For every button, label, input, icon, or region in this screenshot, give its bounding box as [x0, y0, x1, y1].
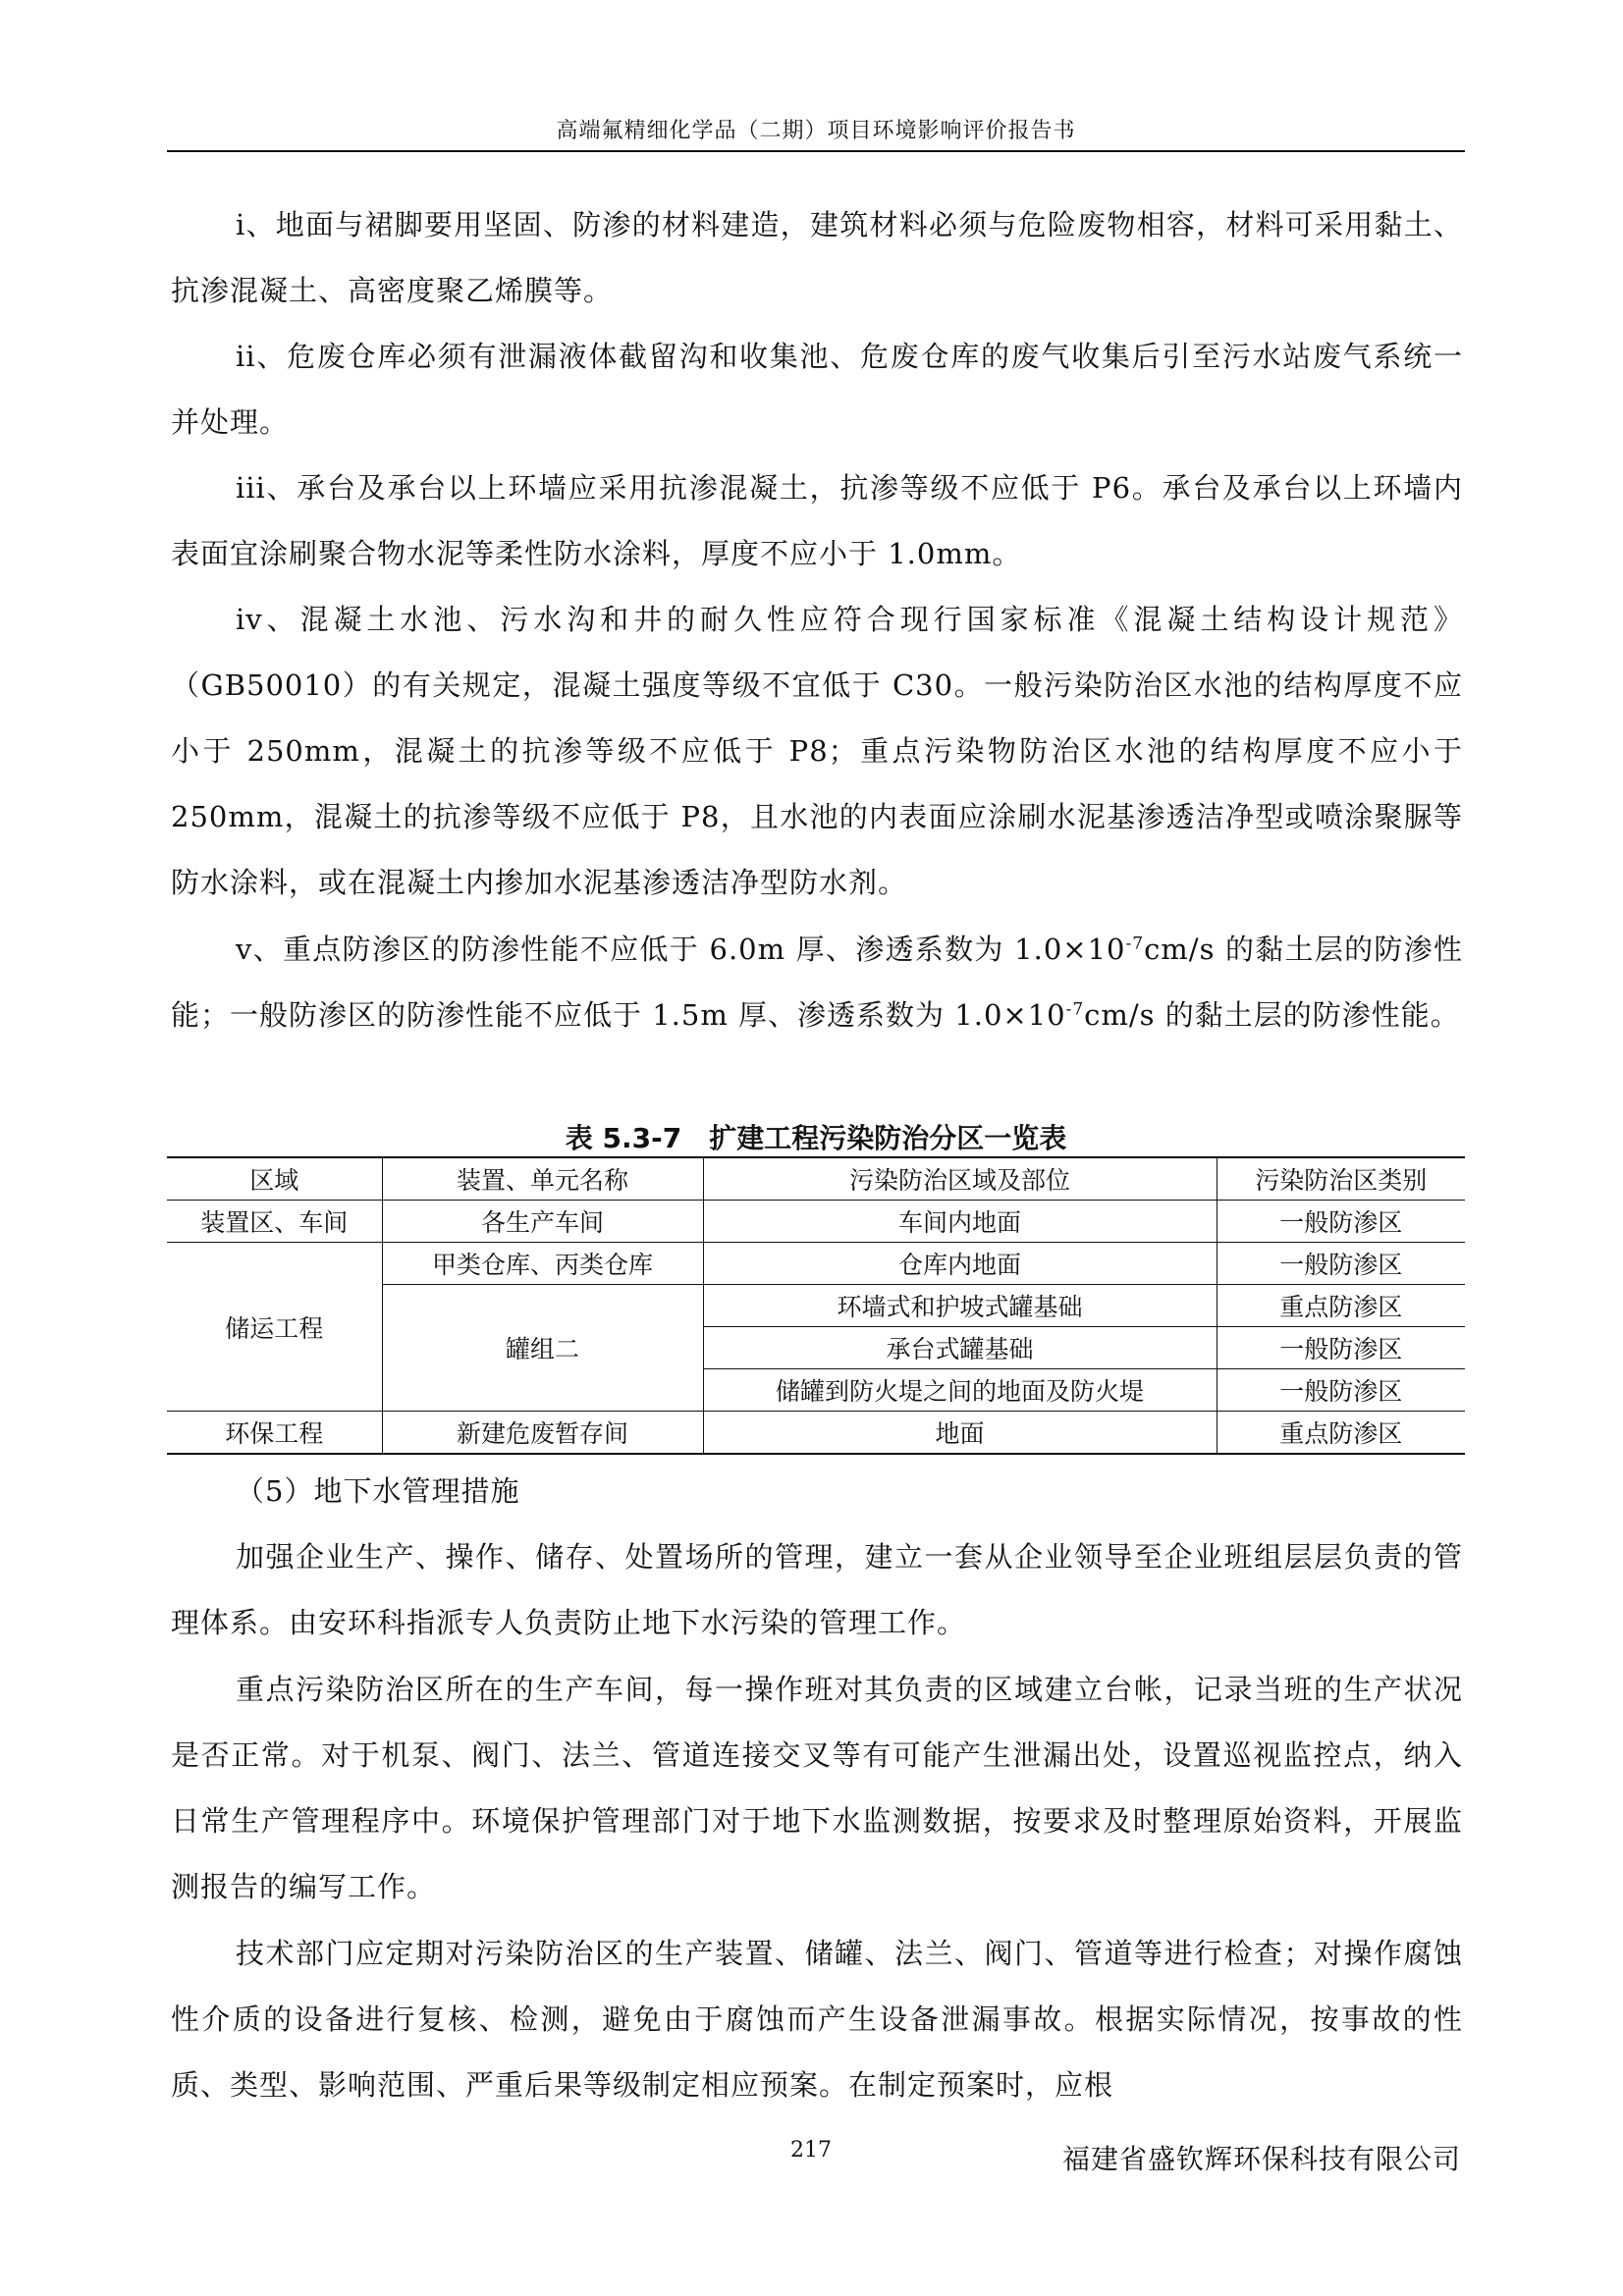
column-header: 污染防治区域及部位 — [703, 1157, 1217, 1201]
company-name: 福建省盛钦辉环保科技有限公司 — [1061, 2143, 1461, 2175]
table-cell: 一般防渗区 — [1217, 1201, 1465, 1243]
paragraph-technical: 技术部门应定期对污染防治区的生产装置、储罐、法兰、阀门、管道等进行检查；对操作腐蚀性介质的设备进行复核、检测，避免由于腐蚀而产生设备泄漏事故。根据实际情况，按事故的性质、类型、影响范围、严重后果等级制定相应预案。在制定预案时，应根 — [171, 1937, 1463, 2102]
table-cell: 装置区、车间 — [167, 1201, 382, 1243]
exponent-1: -7 — [1125, 934, 1145, 954]
table-cell: 仓库内地面 — [703, 1243, 1217, 1285]
table-cell: 一般防渗区 — [1217, 1327, 1465, 1369]
table-cell: 一般防渗区 — [1217, 1243, 1465, 1285]
table-row — [167, 1243, 1465, 1285]
page-number: 217 — [790, 2138, 832, 2163]
column-header: 污染防治区类别 — [1217, 1157, 1465, 1201]
table-cell: 甲类仓库、丙类仓库 — [382, 1243, 703, 1285]
paragraph-iii: iii、承台及承台以上环墙应采用抗渗混凝土，抗渗等级不应低于 P6。承台及承台以上环墙内表面宜涂刷聚合物水泥等柔性防水涂料，厚度不应小于 1.0mm。 — [171, 471, 1463, 570]
column-header: 装置、单元名称 — [382, 1157, 703, 1201]
table-cell: 储运工程 — [167, 1243, 382, 1412]
paragraph-v-part-b: cm/s 的黏土层的防渗性能；一般防渗区的防渗性能不应低于 1.5m 厚、渗透系数为 1.0×10 — [171, 933, 1463, 1032]
exponent-2: -7 — [1065, 999, 1085, 1020]
table-cell: 重点防渗区 — [1217, 1285, 1465, 1327]
paragraph-ii: ii、危废仓库必须有泄漏液体截留沟和收集池、危废仓库的废气收集后引至污水站废气系统一并处理。 — [171, 340, 1463, 439]
column-header: 区域 — [167, 1157, 382, 1201]
table-row — [167, 1201, 1465, 1243]
paragraph-management: 加强企业生产、操作、储存、处置场所的管理，建立一套从企业领导至企业班组层层负责的管理体系。由安环科指派专人负责防止地下水污染的管理工作。 — [171, 1540, 1463, 1639]
table-cell: 环保工程 — [167, 1412, 382, 1455]
table-cell: 环墙式和护坡式罐基础 — [703, 1285, 1217, 1327]
table-header-row — [167, 1157, 1465, 1201]
table-cell: 承台式罐基础 — [703, 1327, 1217, 1369]
table-cell: 车间内地面 — [703, 1201, 1217, 1243]
table-row — [167, 1412, 1465, 1455]
table-cell: 各生产车间 — [382, 1201, 703, 1243]
table-cell: 罐组二 — [382, 1285, 703, 1412]
table-cell: 重点防渗区 — [1217, 1412, 1465, 1455]
header-rule — [167, 150, 1465, 152]
paragraph-v — [171, 917, 1463, 1048]
table-cell: 储罐到防火堤之间的地面及防火堤 — [703, 1369, 1217, 1412]
table-cell: 一般防渗区 — [1217, 1369, 1465, 1412]
table-title: 表 5.3-7 扩建工程污染防治分区一览表 — [565, 1122, 1067, 1154]
table-cell: 新建危废暂存间 — [382, 1412, 703, 1455]
paragraph-v-part-a: v、重点防渗区的防渗性能不应低于 6.0m 厚、渗透系数为 1.0×10 — [236, 933, 1126, 966]
paragraph-i: i、地面与裙脚要用坚固、防渗的材料建造，建筑材料必须与危险废物相容，材料可采用黏土、抗渗混凝土、高密度聚乙烯膜等。 — [171, 208, 1463, 307]
paragraph-key-zone: 重点污染防治区所在的生产车间，每一操作班对其负责的区域建立台帐，记录当班的生产状况是否正常。对于机泵、阀门、法兰、管道连接交叉等有可能产生泄漏出处，设置巡视监控点，纳入日常生产管理程序中。环境保护管理部门对于地下水监测数据，按要求及时整理原始资料，开展监测报告的编写工作。 — [171, 1673, 1463, 1903]
running-header: 高端氟精细化学品（二期）项目环境影响评价报告书 — [556, 119, 1076, 143]
zoning-table — [167, 1156, 1465, 1455]
table-cell: 地面 — [703, 1412, 1217, 1455]
paragraph-v-part-c: cm/s 的黏土层的防渗性能。 — [1084, 998, 1460, 1032]
paragraph-iv: iv、混凝土水池、污水沟和井的耐久性应符合现行国家标准《混凝土结构设计规范》（GB50010）的有关规定，混凝土强度等级不宜低于 C30。一般污染防治区水池的结构厚度不应小于 250mm，混凝土的抗渗等级不应低于 P8；重点污染物防治区水池的结构厚度不应小于 250mm，混凝土的抗渗等级不应低于 P8，且水池的内表面应涂刷水泥基渗透洁净型或喷涂聚脲等防水涂料，或在混凝土内掺加水泥基渗透洁净型防水剂。 — [171, 603, 1463, 899]
section-heading-groundwater: （5）地下水管理措施 — [236, 1474, 520, 1508]
